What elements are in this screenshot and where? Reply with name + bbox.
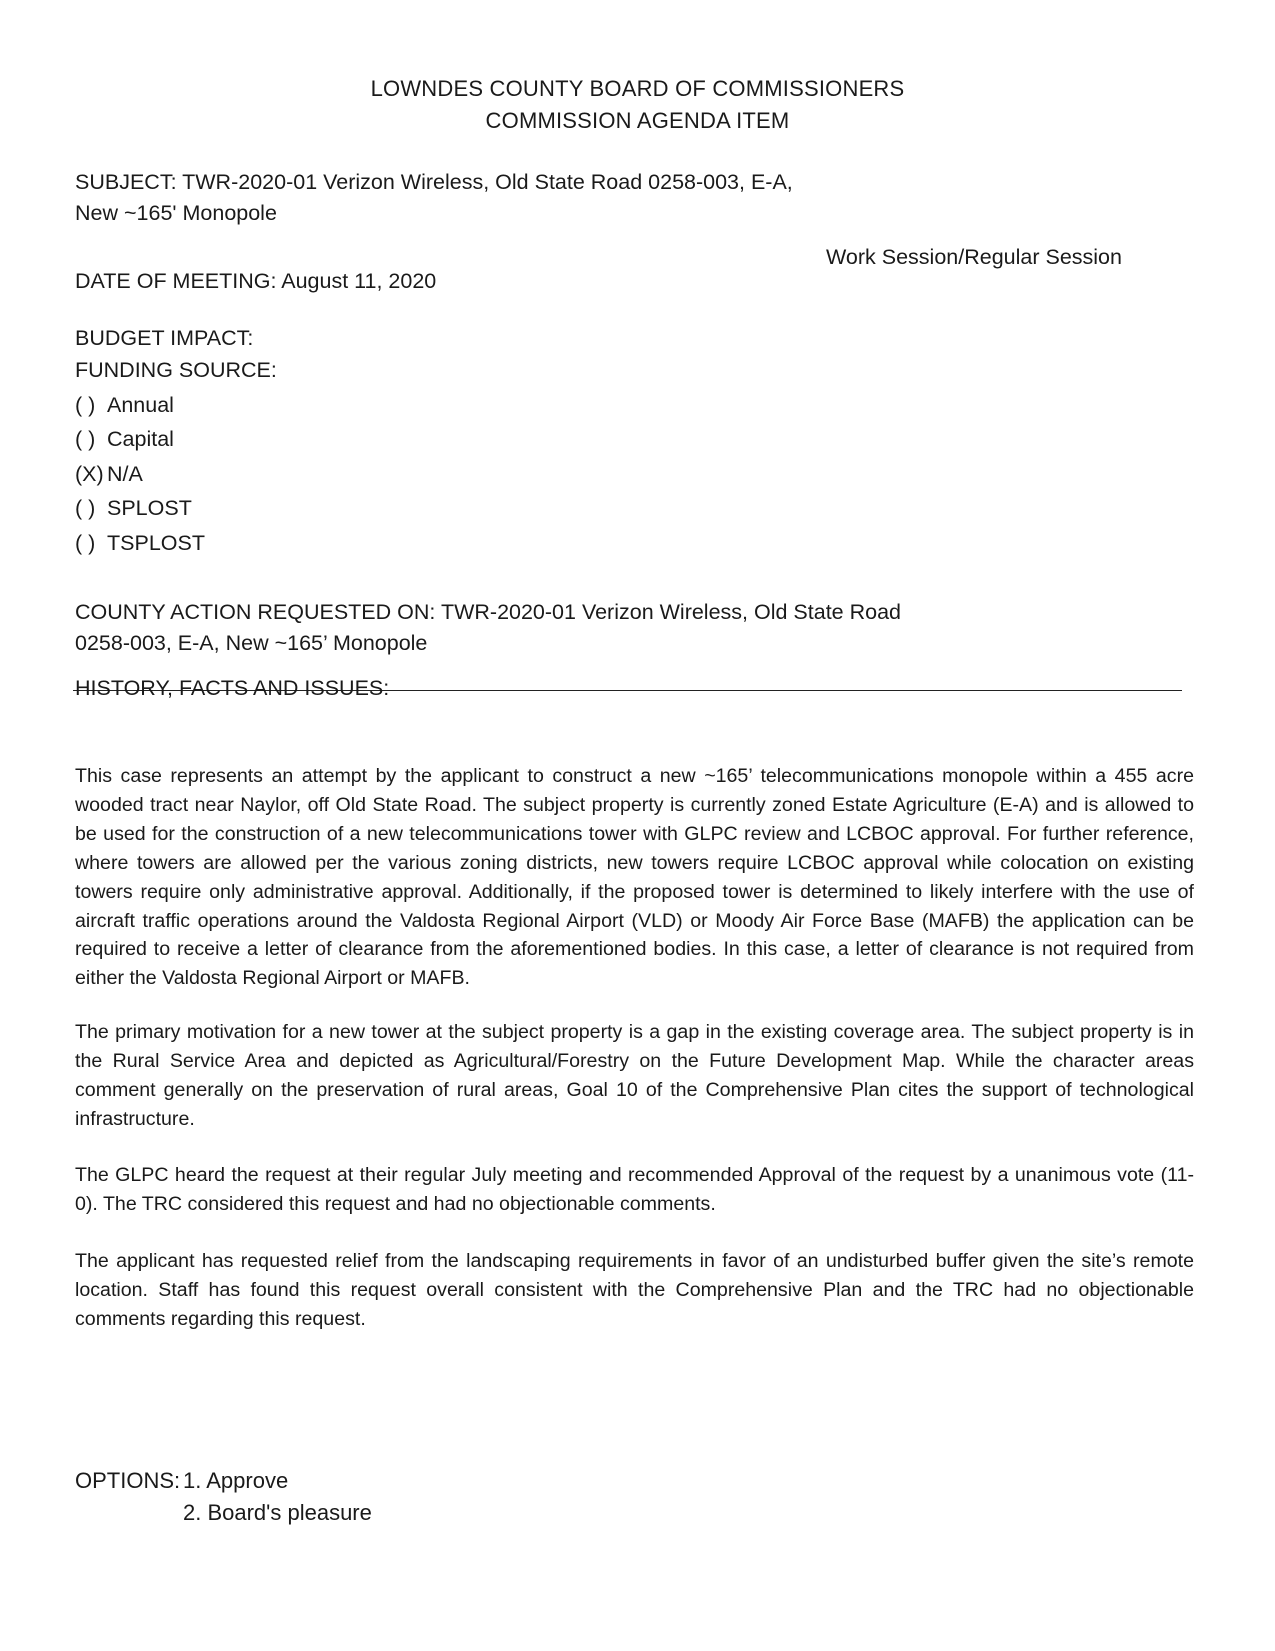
history-heading: HISTORY, FACTS AND ISSUES:	[75, 676, 390, 700]
funding-option-label: N/A	[107, 462, 143, 486]
funding-option-annual	[75, 393, 174, 418]
option-boards-pleasure: 2. Board's pleasure	[183, 1500, 372, 1525]
funding-checkbox: ( )	[75, 393, 96, 417]
board-title: LOWNDES COUNTY BOARD OF COMMISSIONERS	[370, 76, 905, 101]
funding-option-na	[75, 462, 143, 487]
funding-option-splost	[75, 496, 192, 521]
funding-option-label: Annual	[107, 393, 174, 417]
funding-checkbox: ( )	[75, 531, 96, 555]
action-requested-line-1: COUNTY ACTION REQUESTED ON: TWR-2020-01 Verizon Wireless, Old State Road	[75, 600, 901, 624]
subject-line-2: New ~165' Monopole	[75, 201, 277, 225]
funding-option-capital	[75, 427, 174, 452]
history-paragraph: This case represents an attempt by the applicant to construct a new ~165’ telecommunications monopole within a 455 acre wooded tract near Naylor, off Old State Road. The subject property is currently zoned Estate Agriculture (E-A) and is allowed to be used for the construction of a new telecommunications tower with GLPC review and LCBOC approval. For further reference, where towers are allowed per the various zoning districts, new towers require LCBOC approval while colocation on existing towers require only administrative approval. Additionally, if the proposed tower is determined to likely interfere with the use of aircraft traffic operations around the Valdosta Regional Airport (VLD) or Moody Air Force Base (MAFB) the application can be required to receive a letter of clearance from the aforementioned bodies. In this case, a letter of clearance is not required from either the Valdosta Regional Airport or MAFB.	[75, 765, 1194, 990]
history-paragraph: The primary motivation for a new tower at the subject property is a gap in the existing coverage area. The subject property is in the Rural Service Area and depicted as Agricultural/Forestry on the Future Development Map. While the character areas comment generally on the preservation of rural areas, Goal 10 of the Comprehensive Plan cites the support of technological infrastructure.	[75, 1021, 1194, 1130]
history-paragraph: The GLPC heard the request at their regular July meeting and recommended Approval of the request by a unanimous vote (11-0). The TRC considered this request and had no objectionable comments.	[75, 1164, 1194, 1215]
subject-line-1: SUBJECT: TWR-2020-01 Verizon Wireless, Old State Road 0258-003, E-A,	[75, 170, 793, 194]
options-label: OPTIONS:	[75, 1468, 181, 1493]
option-approve: 1. Approve	[183, 1468, 289, 1493]
funding-source-label: FUNDING SOURCE:	[75, 358, 277, 382]
funding-option-label: SPLOST	[107, 496, 192, 520]
funding-checkbox: (X)	[75, 462, 104, 486]
meeting-date: DATE OF MEETING: August 11, 2020	[75, 269, 437, 293]
history-paragraph: The applicant has requested relief from the landscaping requirements in favor of an undisturbed buffer given the site’s remote location. Staff has found this request overall consistent with the Comprehensive Plan and the TRC had no objectionable comments regarding this request.	[75, 1250, 1194, 1330]
session-type: Work Session/Regular Session	[826, 245, 1122, 269]
funding-checkbox: ( )	[75, 496, 96, 520]
action-requested-line-2: 0258-003, E-A, New ~165’ Monopole	[75, 631, 428, 655]
budget-impact-label: BUDGET IMPACT:	[75, 326, 254, 350]
funding-option-label: Capital	[107, 427, 174, 451]
agenda-item-title: COMMISSION AGENDA ITEM	[485, 108, 790, 133]
funding-option-tsplost	[75, 531, 205, 556]
funding-option-label: TSPLOST	[107, 531, 205, 555]
funding-checkbox: ( )	[75, 427, 96, 451]
